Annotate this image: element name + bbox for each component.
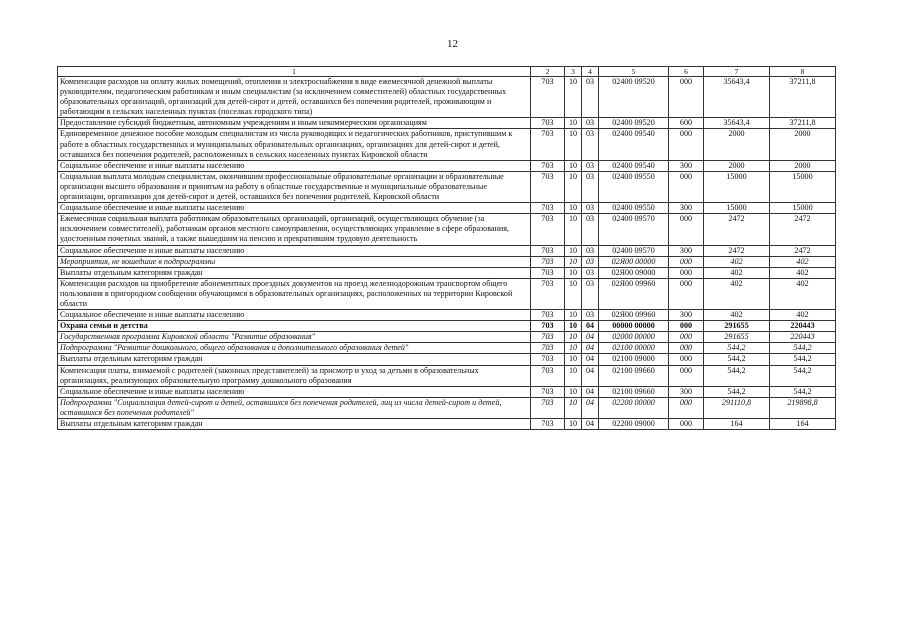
subsection-code: 03: [582, 267, 599, 278]
section-code: 10: [565, 118, 582, 129]
ministry-code: 703: [531, 419, 565, 430]
target-article-code: 02400 09570: [599, 214, 669, 245]
target-article-code: 02Я00 00000: [599, 256, 669, 267]
ministry-code: 703: [531, 321, 565, 332]
section-code: 10: [565, 214, 582, 245]
column-number: 6: [669, 67, 704, 77]
ministry-code: 703: [531, 160, 565, 171]
item-name: Социальное обеспечение и иные выплаты населению: [58, 203, 531, 214]
section-code: 10: [565, 278, 582, 309]
amount-year-2: 37211,8: [770, 118, 836, 129]
section-code: 10: [565, 365, 582, 386]
ministry-code: 703: [531, 256, 565, 267]
target-article-code: 02Я00 09000: [599, 267, 669, 278]
amount-year-2: 37211,8: [770, 77, 836, 118]
expense-type-code: 000: [669, 343, 704, 354]
target-article-code: 02Я00 09960: [599, 278, 669, 309]
table-row: [58, 171, 836, 202]
amount-year-2: 402: [770, 310, 836, 321]
amount-year-1: 402: [704, 310, 770, 321]
column-number: 7: [704, 67, 770, 77]
subsection-code: 03: [582, 310, 599, 321]
item-name: Единовременное денежное пособие молодым специалистам из числа руководящих и педагогических работников, приступившим к работе в областных государственных и муниципальных образовательных организациях, организациях для детей-сирот и детей, оставшихся без попечения родителей, расположенных в сельских населенных пунктах Кировской области: [58, 129, 531, 160]
amount-year-2: 544,2: [770, 354, 836, 365]
subsection-code: 03: [582, 278, 599, 309]
target-article-code: 02100 09000: [599, 354, 669, 365]
table-row: [58, 118, 836, 129]
table-row: [58, 332, 836, 343]
section-code: 10: [565, 129, 582, 160]
target-article-code: 02100 09660: [599, 386, 669, 397]
column-number: 5: [599, 67, 669, 77]
table-row: [58, 343, 836, 354]
amount-year-1: 2000: [704, 129, 770, 160]
item-name: Выплаты отдельным категориям граждан: [58, 354, 531, 365]
expense-type-code: 300: [669, 203, 704, 214]
amount-year-2: 402: [770, 256, 836, 267]
amount-year-2: 164: [770, 419, 836, 430]
item-name: Социальное обеспечение и иные выплаты населению: [58, 245, 531, 256]
amount-year-1: 15000: [704, 203, 770, 214]
amount-year-2: 2000: [770, 160, 836, 171]
subsection-code: 04: [582, 397, 599, 418]
expense-type-code: 000: [669, 419, 704, 430]
target-article-code: 02100 00000: [599, 343, 669, 354]
section-code: 10: [565, 160, 582, 171]
table-row: [58, 365, 836, 386]
expense-type-code: 000: [669, 332, 704, 343]
amount-year-1: 544,2: [704, 343, 770, 354]
table-row: [58, 256, 836, 267]
amount-year-1: 2472: [704, 245, 770, 256]
column-number-row: [58, 67, 836, 77]
amount-year-2: 402: [770, 278, 836, 309]
section-code: 10: [565, 354, 582, 365]
section-code: 10: [565, 343, 582, 354]
amount-year-2: 15000: [770, 203, 836, 214]
expense-type-code: 000: [669, 321, 704, 332]
target-article-code: 02400 09550: [599, 171, 669, 202]
section-code: 10: [565, 332, 582, 343]
item-name: Социальное обеспечение и иные выплаты населению: [58, 310, 531, 321]
expense-type-code: 300: [669, 386, 704, 397]
amount-year-1: 35643,4: [704, 118, 770, 129]
section-code: 10: [565, 310, 582, 321]
item-name: Предоставление субсидий бюджетным, автономным учреждениям и иным некоммерческим организациям: [58, 118, 531, 129]
table-row: [58, 278, 836, 309]
amount-year-1: 291655: [704, 332, 770, 343]
item-name: Подпрограмма "Социализация детей-сирот и детей, оставшихся без попечения родителей, лиц из числа детей-сирот и детей, оставшихся без попечения родителей": [58, 397, 531, 418]
table-row: [58, 214, 836, 245]
target-article-code: 02000 00000: [599, 332, 669, 343]
table-row: [58, 245, 836, 256]
target-article-code: 02Я00 09960: [599, 310, 669, 321]
section-code: 10: [565, 256, 582, 267]
subsection-code: 04: [582, 321, 599, 332]
item-name: Социальное обеспечение и иные выплаты населению: [58, 386, 531, 397]
item-name: Компенсация платы, взимаемой с родителей (законных представителей) за присмотр и уход за детьми в образовательных организациях, реализующих образовательную программу дошкольного образования: [58, 365, 531, 386]
column-number: 3: [565, 67, 582, 77]
column-number: 2: [531, 67, 565, 77]
amount-year-1: 291110,8: [704, 397, 770, 418]
subsection-code: 03: [582, 214, 599, 245]
subsection-code: 04: [582, 332, 599, 343]
ministry-code: 703: [531, 267, 565, 278]
ministry-code: 703: [531, 332, 565, 343]
ministry-code: 703: [531, 214, 565, 245]
table-row: [58, 267, 836, 278]
subsection-code: 04: [582, 343, 599, 354]
table-row: [58, 354, 836, 365]
amount-year-2: 402: [770, 267, 836, 278]
subsection-code: 04: [582, 419, 599, 430]
section-code: 10: [565, 77, 582, 118]
amount-year-2: 2000: [770, 129, 836, 160]
ministry-code: 703: [531, 118, 565, 129]
column-number: 8: [770, 67, 836, 77]
target-article-code: 02400 09520: [599, 77, 669, 118]
amount-year-1: 15000: [704, 171, 770, 202]
expense-type-code: 000: [669, 256, 704, 267]
section-code: 10: [565, 267, 582, 278]
amount-year-1: 35643,4: [704, 77, 770, 118]
expense-type-code: 000: [669, 365, 704, 386]
amount-year-1: 402: [704, 256, 770, 267]
amount-year-2: 220443: [770, 332, 836, 343]
item-name: Подпрограмма "Развитие дошкольного, общего образования и дополнительного образования детей": [58, 343, 531, 354]
subsection-code: 03: [582, 245, 599, 256]
subsection-code: 03: [582, 171, 599, 202]
section-code: 10: [565, 397, 582, 418]
table-row: [58, 77, 836, 118]
ministry-code: 703: [531, 365, 565, 386]
budget-table: [57, 66, 836, 430]
section-code: 10: [565, 171, 582, 202]
table-row: [58, 160, 836, 171]
amount-year-2: 220443: [770, 321, 836, 332]
ministry-code: 703: [531, 354, 565, 365]
amount-year-1: 402: [704, 267, 770, 278]
section-code: 10: [565, 386, 582, 397]
table-row: [58, 203, 836, 214]
expense-type-code: 000: [669, 129, 704, 160]
target-article-code: 02400 09540: [599, 129, 669, 160]
ministry-code: 703: [531, 171, 565, 202]
section-code: 10: [565, 321, 582, 332]
expense-type-code: 000: [669, 278, 704, 309]
target-article-code: 02200 09000: [599, 419, 669, 430]
ministry-code: 703: [531, 129, 565, 160]
expense-type-code: 000: [669, 397, 704, 418]
ministry-code: 703: [531, 77, 565, 118]
expense-type-code: 300: [669, 245, 704, 256]
item-name: Выплаты отдельным категориям граждан: [58, 419, 531, 430]
ministry-code: 703: [531, 397, 565, 418]
table-row: [58, 419, 836, 430]
expense-type-code: 000: [669, 171, 704, 202]
ministry-code: 703: [531, 203, 565, 214]
target-article-code: 02400 09540: [599, 160, 669, 171]
expense-type-code: 000: [669, 267, 704, 278]
column-number: 1: [58, 67, 531, 77]
amount-year-1: 544,2: [704, 354, 770, 365]
subsection-code: 04: [582, 386, 599, 397]
table-body: [58, 77, 836, 430]
target-article-code: 02400 09550: [599, 203, 669, 214]
ministry-code: 703: [531, 245, 565, 256]
page-number: 12: [447, 38, 458, 50]
subsection-code: 03: [582, 77, 599, 118]
target-article-code: 02100 09660: [599, 365, 669, 386]
subsection-code: 03: [582, 160, 599, 171]
item-name: Ежемесячная социальная выплата работникам образовательных организаций, организаций, осуществляющих обучение (за исключением совместителей), работникам органов местного самоуправления, осуществляющих управление в сфере образования, удостоенным почетных званий, а также вышедшим на пенсию и прекратившим трудовую деятельность: [58, 214, 531, 245]
table-row: [58, 386, 836, 397]
ministry-code: 703: [531, 386, 565, 397]
amount-year-2: 15000: [770, 171, 836, 202]
subsection-code: 04: [582, 354, 599, 365]
table-row: [58, 397, 836, 418]
expense-type-code: 300: [669, 310, 704, 321]
item-name: Мероприятия, не вошедшие в подпрограммы: [58, 256, 531, 267]
ministry-code: 703: [531, 343, 565, 354]
expense-type-code: 600: [669, 118, 704, 129]
item-name: Компенсация расходов на приобретение абонементных проездных документов на проезд железнодорожным транспортом общего пользования в пригородном сообщении обучающимся в образовательных организациях, расположенных на территории Кировской области: [58, 278, 531, 309]
target-article-code: 02200 00000: [599, 397, 669, 418]
ministry-code: 703: [531, 278, 565, 309]
target-article-code: 02400 09520: [599, 118, 669, 129]
table-row: [58, 129, 836, 160]
item-name: Компенсация расходов на оплату жилых помещений, отопления и электроснабжения в виде ежемесячной денежной выплаты руководителям, педагогическим работникам и иным специалистам (за исключением совместителей) областных государственных образовательных организаций, организаций для детей-сирот и детей, оставшихся без попечения родителей, проживающим и работающим в сельских населенных пунктах (поселках городского типа): [58, 77, 531, 118]
target-article-code: 00000 00000: [599, 321, 669, 332]
amount-year-1: 164: [704, 419, 770, 430]
ministry-code: 703: [531, 310, 565, 321]
amount-year-1: 291655: [704, 321, 770, 332]
amount-year-2: 544,2: [770, 365, 836, 386]
amount-year-1: 2472: [704, 214, 770, 245]
item-name: Социальное обеспечение и иные выплаты населению: [58, 160, 531, 171]
table-row: [58, 310, 836, 321]
item-name: Государственная программа Кировской области "Развитие образования": [58, 332, 531, 343]
subsection-code: 04: [582, 365, 599, 386]
amount-year-1: 2000: [704, 160, 770, 171]
amount-year-1: 544,2: [704, 386, 770, 397]
expense-type-code: 000: [669, 77, 704, 118]
subsection-code: 03: [582, 256, 599, 267]
section-code: 10: [565, 419, 582, 430]
subsection-code: 03: [582, 129, 599, 160]
expense-type-code: 300: [669, 160, 704, 171]
subsection-code: 03: [582, 118, 599, 129]
amount-year-1: 402: [704, 278, 770, 309]
amount-year-1: 544,2: [704, 365, 770, 386]
item-name: Охрана семьи и детства: [58, 321, 531, 332]
table-row: [58, 321, 836, 332]
target-article-code: 02400 09570: [599, 245, 669, 256]
amount-year-2: 2472: [770, 245, 836, 256]
amount-year-2: 219898,8: [770, 397, 836, 418]
section-code: 10: [565, 203, 582, 214]
expense-type-code: 000: [669, 214, 704, 245]
item-name: Выплаты отдельным категориям граждан: [58, 267, 531, 278]
amount-year-2: 544,2: [770, 343, 836, 354]
amount-year-2: 2472: [770, 214, 836, 245]
amount-year-2: 544,2: [770, 386, 836, 397]
subsection-code: 03: [582, 203, 599, 214]
expense-type-code: 000: [669, 354, 704, 365]
column-number: 4: [582, 67, 599, 77]
section-code: 10: [565, 245, 582, 256]
item-name: Социальная выплата молодым специалистам, окончившим профессиональные образовательные организации и образовательные организации высшего образования и принятым на работу в областные государственные и муниципальные образовательные организации, организации для детей-сирот и детей, оставшихся без попечения родителей, Кировской области: [58, 171, 531, 202]
